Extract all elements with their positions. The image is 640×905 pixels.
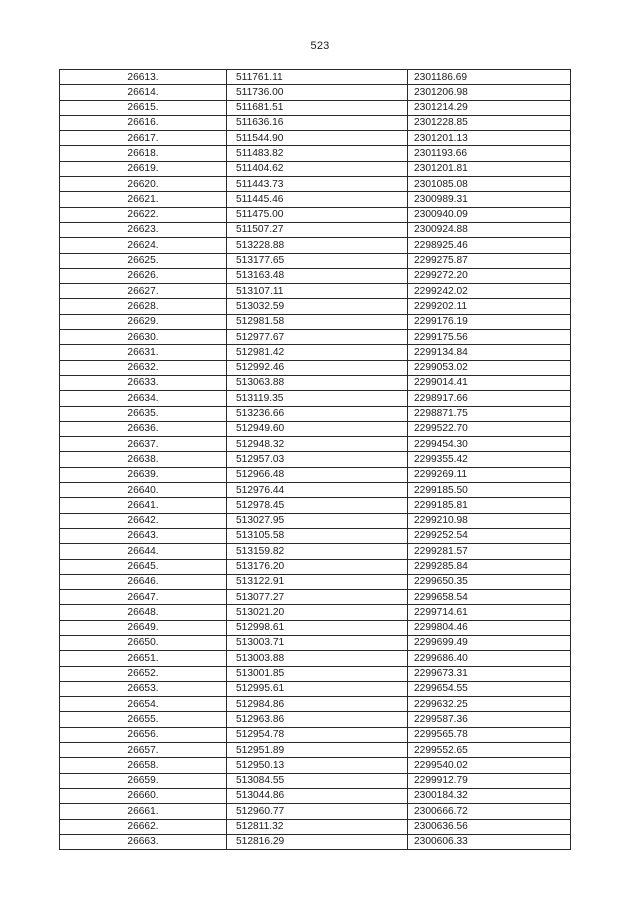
- point-number-cell: 26656.: [60, 727, 227, 742]
- y-coordinate-cell: 2301085.08: [408, 177, 571, 192]
- y-coordinate-cell: 2300636.56: [408, 819, 571, 834]
- point-number-cell: 26640.: [60, 483, 227, 498]
- table-row: [60, 100, 571, 115]
- x-coordinate-cell: 512954.78: [227, 727, 408, 742]
- table-row: [60, 834, 571, 849]
- point-number-cell: 26623.: [60, 222, 227, 237]
- x-coordinate-cell: 513122.91: [227, 574, 408, 589]
- y-coordinate-cell: 2299355.42: [408, 452, 571, 467]
- table-row: [60, 574, 571, 589]
- y-coordinate-cell: 2300989.31: [408, 192, 571, 207]
- table-row: [60, 620, 571, 635]
- table-row: [60, 345, 571, 360]
- y-coordinate-cell: 2299565.78: [408, 727, 571, 742]
- x-coordinate-cell: 512998.61: [227, 620, 408, 635]
- y-coordinate-cell: 2299654.55: [408, 681, 571, 696]
- y-coordinate-cell: 2300924.88: [408, 222, 571, 237]
- table-row: [60, 360, 571, 375]
- table-row: [60, 743, 571, 758]
- x-coordinate-cell: 513159.82: [227, 544, 408, 559]
- table-row: [60, 375, 571, 390]
- table-row: [60, 697, 571, 712]
- point-number-cell: 26634.: [60, 391, 227, 406]
- table-row: [60, 498, 571, 513]
- point-number-cell: 26655.: [60, 712, 227, 727]
- y-coordinate-cell: 2299686.40: [408, 651, 571, 666]
- table-row: [60, 819, 571, 834]
- y-coordinate-cell: 2299176.19: [408, 314, 571, 329]
- table-row: [60, 314, 571, 329]
- x-coordinate-cell: 511483.82: [227, 146, 408, 161]
- table-row: [60, 177, 571, 192]
- point-number-cell: 26624.: [60, 238, 227, 253]
- y-coordinate-cell: 2299134.84: [408, 345, 571, 360]
- point-number-cell: 26641.: [60, 498, 227, 513]
- table-row: [60, 437, 571, 452]
- y-coordinate-cell: 2299650.35: [408, 574, 571, 589]
- table-row: [60, 758, 571, 773]
- y-coordinate-cell: 2299272.20: [408, 268, 571, 283]
- point-number-cell: 26637.: [60, 437, 227, 452]
- point-number-cell: 26648.: [60, 605, 227, 620]
- point-number-cell: 26657.: [60, 743, 227, 758]
- point-number-cell: 26625.: [60, 253, 227, 268]
- table-row: [60, 131, 571, 146]
- x-coordinate-cell: 513003.71: [227, 635, 408, 650]
- x-coordinate-cell: 511404.62: [227, 161, 408, 176]
- table-row: [60, 192, 571, 207]
- x-coordinate-cell: 513177.65: [227, 253, 408, 268]
- y-coordinate-cell: 2299699.49: [408, 635, 571, 650]
- point-number-cell: 26620.: [60, 177, 227, 192]
- y-coordinate-cell: 2299275.87: [408, 253, 571, 268]
- x-coordinate-cell: 511736.00: [227, 85, 408, 100]
- y-coordinate-cell: 2298917.66: [408, 391, 571, 406]
- table-row: [60, 483, 571, 498]
- x-coordinate-cell: 513001.85: [227, 666, 408, 681]
- table-row: [60, 421, 571, 436]
- y-coordinate-cell: 2299912.79: [408, 773, 571, 788]
- table-row: [60, 238, 571, 253]
- x-coordinate-cell: 512992.46: [227, 360, 408, 375]
- table-row: [60, 146, 571, 161]
- point-number-cell: 26618.: [60, 146, 227, 161]
- point-number-cell: 26654.: [60, 697, 227, 712]
- y-coordinate-cell: 2301193.66: [408, 146, 571, 161]
- point-number-cell: 26616.: [60, 115, 227, 130]
- coordinates-table-body: [60, 70, 571, 850]
- x-coordinate-cell: 512816.29: [227, 834, 408, 849]
- point-number-cell: 26631.: [60, 345, 227, 360]
- table-row: [60, 605, 571, 620]
- table-row: [60, 635, 571, 650]
- point-number-cell: 26659.: [60, 773, 227, 788]
- y-coordinate-cell: 2299269.11: [408, 467, 571, 482]
- table-row: [60, 85, 571, 100]
- x-coordinate-cell: 513003.88: [227, 651, 408, 666]
- y-coordinate-cell: 2301214.29: [408, 100, 571, 115]
- point-number-cell: 26628.: [60, 299, 227, 314]
- table-row: [60, 681, 571, 696]
- x-coordinate-cell: 511636.16: [227, 115, 408, 130]
- x-coordinate-cell: 512957.03: [227, 452, 408, 467]
- y-coordinate-cell: 2300940.09: [408, 207, 571, 222]
- point-number-cell: 26632.: [60, 360, 227, 375]
- table-row: [60, 651, 571, 666]
- y-coordinate-cell: 2299175.56: [408, 330, 571, 345]
- x-coordinate-cell: 512949.60: [227, 421, 408, 436]
- point-number-cell: 26617.: [60, 131, 227, 146]
- table-row: [60, 268, 571, 283]
- table-row: [60, 299, 571, 314]
- table-row: [60, 284, 571, 299]
- y-coordinate-cell: 2301186.69: [408, 70, 571, 85]
- x-coordinate-cell: 513077.27: [227, 590, 408, 605]
- table-row: [60, 559, 571, 574]
- x-coordinate-cell: 511544.90: [227, 131, 408, 146]
- point-number-cell: 26622.: [60, 207, 227, 222]
- point-number-cell: 26660.: [60, 788, 227, 803]
- point-number-cell: 26652.: [60, 666, 227, 681]
- x-coordinate-cell: 512811.32: [227, 819, 408, 834]
- table-row: [60, 207, 571, 222]
- table-row: [60, 467, 571, 482]
- y-coordinate-cell: 2299673.31: [408, 666, 571, 681]
- y-coordinate-cell: 2299185.81: [408, 498, 571, 513]
- x-coordinate-cell: 513236.66: [227, 406, 408, 421]
- y-coordinate-cell: 2299540.02: [408, 758, 571, 773]
- table-row: [60, 788, 571, 803]
- x-coordinate-cell: 513105.58: [227, 528, 408, 543]
- table-row: [60, 528, 571, 543]
- table-row: [60, 590, 571, 605]
- table-row: [60, 666, 571, 681]
- x-coordinate-cell: 513228.88: [227, 238, 408, 253]
- y-coordinate-cell: 2298925.46: [408, 238, 571, 253]
- x-coordinate-cell: 513032.59: [227, 299, 408, 314]
- x-coordinate-cell: 513176.20: [227, 559, 408, 574]
- table-row: [60, 712, 571, 727]
- y-coordinate-cell: 2299804.46: [408, 620, 571, 635]
- x-coordinate-cell: 511761.11: [227, 70, 408, 85]
- x-coordinate-cell: 511507.27: [227, 222, 408, 237]
- point-number-cell: 26651.: [60, 651, 227, 666]
- x-coordinate-cell: 512951.89: [227, 743, 408, 758]
- point-number-cell: 26635.: [60, 406, 227, 421]
- table-row: [60, 452, 571, 467]
- table-row: [60, 727, 571, 742]
- x-coordinate-cell: 512966.48: [227, 467, 408, 482]
- x-coordinate-cell: 511681.51: [227, 100, 408, 115]
- y-coordinate-cell: 2299053.02: [408, 360, 571, 375]
- y-coordinate-cell: 2300184.32: [408, 788, 571, 803]
- point-number-cell: 26626.: [60, 268, 227, 283]
- table-row: [60, 513, 571, 528]
- table-row: [60, 406, 571, 421]
- x-coordinate-cell: 511475.00: [227, 207, 408, 222]
- table-row: [60, 115, 571, 130]
- point-number-cell: 26633.: [60, 375, 227, 390]
- y-coordinate-cell: 2298871.75: [408, 406, 571, 421]
- page-number: 523: [310, 40, 330, 52]
- y-coordinate-cell: 2301201.13: [408, 131, 571, 146]
- point-number-cell: 26619.: [60, 161, 227, 176]
- y-coordinate-cell: 2299285.84: [408, 559, 571, 574]
- x-coordinate-cell: 513021.20: [227, 605, 408, 620]
- table-row: [60, 804, 571, 819]
- x-coordinate-cell: 512981.58: [227, 314, 408, 329]
- x-coordinate-cell: 512950.13: [227, 758, 408, 773]
- x-coordinate-cell: 512984.86: [227, 697, 408, 712]
- point-number-cell: 26662.: [60, 819, 227, 834]
- y-coordinate-cell: 2299252.54: [408, 528, 571, 543]
- point-number-cell: 26650.: [60, 635, 227, 650]
- table-row: [60, 773, 571, 788]
- x-coordinate-cell: 513163.48: [227, 268, 408, 283]
- x-coordinate-cell: 513063.88: [227, 375, 408, 390]
- point-number-cell: 26653.: [60, 681, 227, 696]
- point-number-cell: 26621.: [60, 192, 227, 207]
- table-row: [60, 70, 571, 85]
- point-number-cell: 26645.: [60, 559, 227, 574]
- y-coordinate-cell: 2299632.25: [408, 697, 571, 712]
- x-coordinate-cell: 512948.32: [227, 437, 408, 452]
- point-number-cell: 26630.: [60, 330, 227, 345]
- point-number-cell: 26615.: [60, 100, 227, 115]
- y-coordinate-cell: 2299552.65: [408, 743, 571, 758]
- y-coordinate-cell: 2299185.50: [408, 483, 571, 498]
- point-number-cell: 26643.: [60, 528, 227, 543]
- point-number-cell: 26646.: [60, 574, 227, 589]
- point-number-cell: 26613.: [60, 70, 227, 85]
- point-number-cell: 26663.: [60, 834, 227, 849]
- y-coordinate-cell: 2301201.81: [408, 161, 571, 176]
- table-row: [60, 253, 571, 268]
- point-number-cell: 26627.: [60, 284, 227, 299]
- x-coordinate-cell: 513119.35: [227, 391, 408, 406]
- coordinates-table: [59, 69, 571, 850]
- x-coordinate-cell: 513044.86: [227, 788, 408, 803]
- y-coordinate-cell: 2300606.33: [408, 834, 571, 849]
- point-number-cell: 26647.: [60, 590, 227, 605]
- y-coordinate-cell: 2299210.98: [408, 513, 571, 528]
- x-coordinate-cell: 512963.86: [227, 712, 408, 727]
- y-coordinate-cell: 2301206.98: [408, 85, 571, 100]
- table-row: [60, 161, 571, 176]
- x-coordinate-cell: 512976.44: [227, 483, 408, 498]
- x-coordinate-cell: 512978.45: [227, 498, 408, 513]
- table-row: [60, 544, 571, 559]
- table-row: [60, 222, 571, 237]
- y-coordinate-cell: 2299454.30: [408, 437, 571, 452]
- table-row: [60, 330, 571, 345]
- x-coordinate-cell: 511445.46: [227, 192, 408, 207]
- y-coordinate-cell: 2299281.57: [408, 544, 571, 559]
- point-number-cell: 26642.: [60, 513, 227, 528]
- point-number-cell: 26638.: [60, 452, 227, 467]
- y-coordinate-cell: 2299202.11: [408, 299, 571, 314]
- point-number-cell: 26649.: [60, 620, 227, 635]
- point-number-cell: 26639.: [60, 467, 227, 482]
- x-coordinate-cell: 512981.42: [227, 345, 408, 360]
- y-coordinate-cell: 2300666.72: [408, 804, 571, 819]
- y-coordinate-cell: 2299014.41: [408, 375, 571, 390]
- y-coordinate-cell: 2299714.61: [408, 605, 571, 620]
- x-coordinate-cell: 513084.55: [227, 773, 408, 788]
- point-number-cell: 26658.: [60, 758, 227, 773]
- point-number-cell: 26614.: [60, 85, 227, 100]
- x-coordinate-cell: 513027.95: [227, 513, 408, 528]
- x-coordinate-cell: 512960.77: [227, 804, 408, 819]
- y-coordinate-cell: 2301228.85: [408, 115, 571, 130]
- table-row: [60, 391, 571, 406]
- y-coordinate-cell: 2299587.36: [408, 712, 571, 727]
- y-coordinate-cell: 2299658.54: [408, 590, 571, 605]
- x-coordinate-cell: 511443.73: [227, 177, 408, 192]
- point-number-cell: 26636.: [60, 421, 227, 436]
- x-coordinate-cell: 513107.11: [227, 284, 408, 299]
- point-number-cell: 26629.: [60, 314, 227, 329]
- y-coordinate-cell: 2299242.02: [408, 284, 571, 299]
- x-coordinate-cell: 512995.61: [227, 681, 408, 696]
- x-coordinate-cell: 512977.67: [227, 330, 408, 345]
- point-number-cell: 26661.: [60, 804, 227, 819]
- point-number-cell: 26644.: [60, 544, 227, 559]
- y-coordinate-cell: 2299522.70: [408, 421, 571, 436]
